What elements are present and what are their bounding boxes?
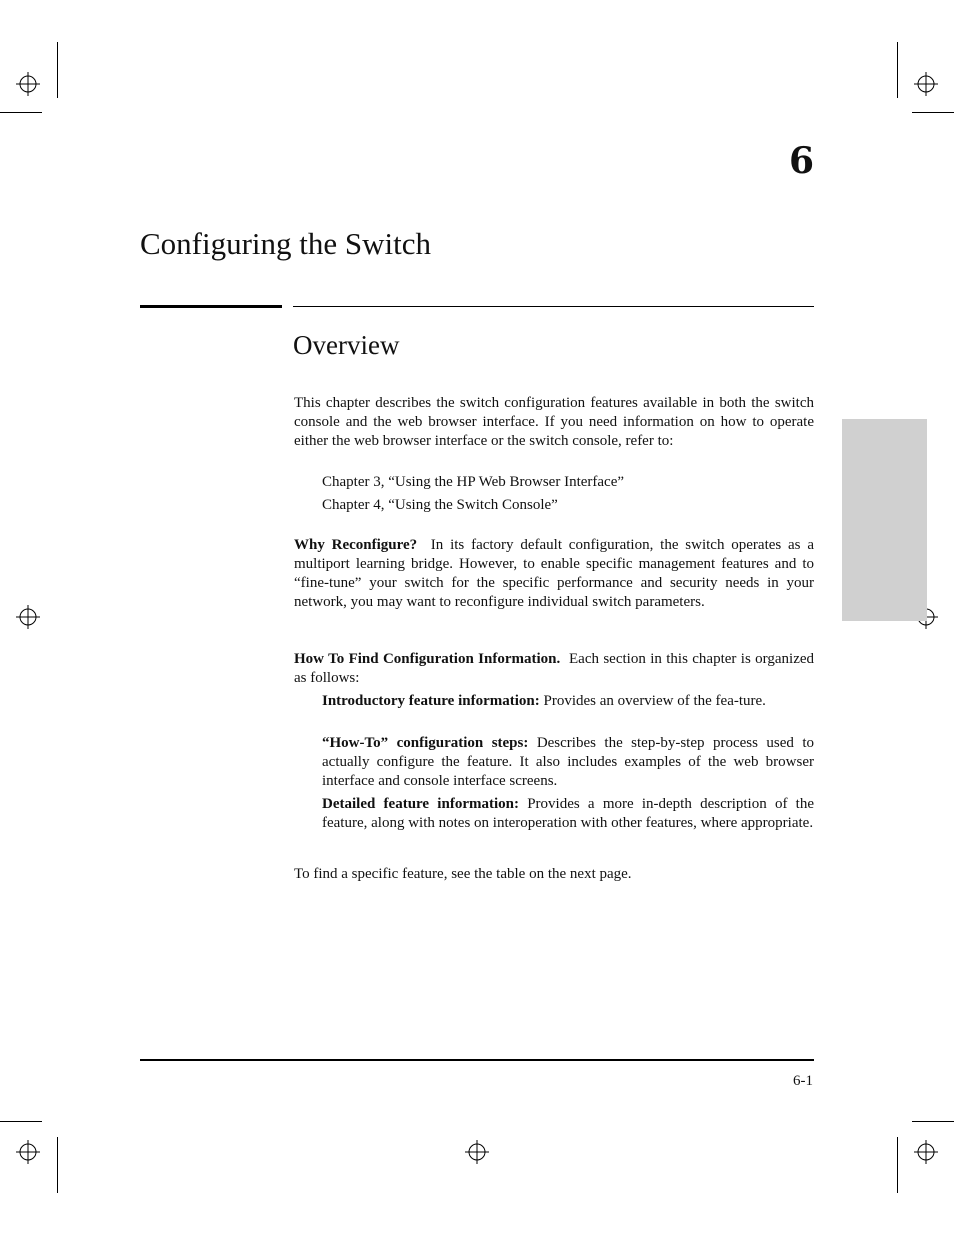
crop-mark-bottom-left-h	[0, 1121, 42, 1122]
feature-list-item	[322, 734, 814, 791]
registration-mark-icon	[16, 605, 40, 629]
page-number: 6-1	[793, 1073, 813, 1089]
chapter-title: Configuring the Switch	[140, 226, 432, 261]
feature-list-item	[322, 795, 814, 833]
registration-mark-icon	[914, 72, 938, 96]
crop-mark-top-left-h	[0, 112, 42, 113]
crop-mark-bottom-right-v	[897, 1137, 898, 1193]
feature-item-text: Provides an overview of the fea-ture.	[543, 693, 766, 709]
section-heading: Overview	[293, 330, 400, 360]
feature-item-text: Describes the step-by-step process used to actually configure the feature. It also includes examples of the web browser interface and console interface screens.	[322, 735, 814, 789]
registration-mark-icon	[914, 1140, 938, 1164]
how-to-find-heading: How To Find Configuration Information.	[294, 651, 561, 667]
why-reconfigure-paragraph	[294, 536, 814, 612]
registration-mark-icon	[16, 1140, 40, 1164]
why-reconfigure-heading: Why Reconfigure?	[294, 537, 418, 553]
feature-item-label: Introductory feature information:	[322, 693, 540, 709]
closing-paragraph: To find a specific feature, see the table on the next page.	[294, 866, 632, 882]
why-reconfigure-text: In its factory default configuration, the switch operates as a multiport learning bridge. However, to enable specific management features and to “fine-tune” your switch for the specific performance and security needs in your network, you may want to reconfigure individual switch parameters.	[294, 537, 814, 610]
crop-mark-top-right-h	[912, 112, 954, 113]
chapter-thumb-tab	[842, 419, 927, 621]
crop-mark-bottom-right-h	[912, 1121, 954, 1122]
title-rule-thick	[140, 305, 282, 308]
feature-item-label: “How-To” configuration steps:	[322, 735, 529, 751]
how-to-find-text: Each section in this chapter is organized as follows:	[294, 651, 815, 686]
registration-mark-icon	[16, 72, 40, 96]
title-rule-thin	[293, 306, 814, 307]
registration-mark-icon	[465, 1140, 489, 1164]
intro-paragraph: This chapter describes the switch configuration features available in both the switch console and the web browser interface. If you need information on how to operate either the web browser interface or the switch console, refer to:	[294, 395, 814, 449]
footer-rule	[140, 1059, 814, 1061]
feature-item-label: Detailed feature information:	[322, 796, 519, 812]
reference-item: Chapter 4, “Using the Switch Console”	[322, 497, 558, 513]
reference-item: Chapter 3, “Using the HP Web Browser Interface”	[322, 474, 625, 490]
chapter-number: 6	[788, 140, 814, 182]
how-to-find-paragraph	[294, 650, 814, 688]
feature-item-text: Provides a more in-depth description of the feature, along with notes on interoperation with other features, where appropriate.	[322, 796, 815, 831]
feature-list-item	[322, 692, 814, 711]
crop-mark-top-right-v	[897, 42, 898, 98]
crop-mark-bottom-left-v	[57, 1137, 58, 1193]
crop-mark-top-left-v	[57, 42, 58, 98]
